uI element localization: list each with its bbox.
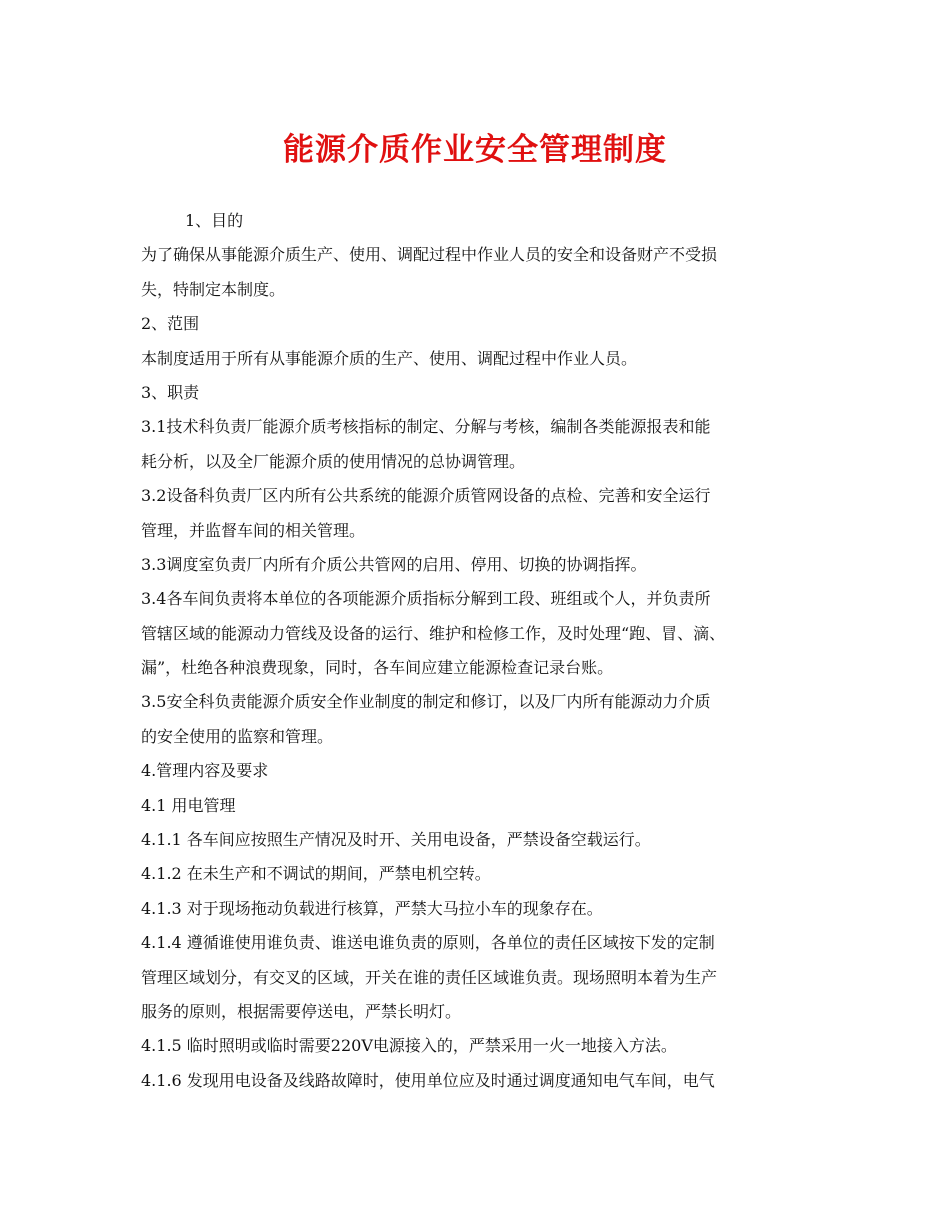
section-heading-responsibilities: 3、职责: [141, 382, 200, 402]
paragraph-line: 耗分析，以及全厂能源介质的使用情况的总协调管理。: [141, 451, 526, 471]
paragraph-line: 3.4各车间负责将本单位的各项能源介质指标分解到工段、班组或个人，并负责所: [141, 589, 711, 609]
paragraph-line: 4.1.5 临时照明或临时需要220V电源接入的，严禁采用一火一地接入方法。: [141, 1036, 677, 1056]
paragraph-line: 管理区域划分，有交叉的区域，开关在谁的责任区域谁负责。现场照明本着为生产: [141, 967, 718, 987]
subsection-heading-electricity: 4.1 用电管理: [141, 795, 236, 815]
paragraph-line: 漏”，杜绝各种浪费现象，同时，各车间应建立能源检查记录台账。: [141, 658, 614, 678]
document-title: 能源介质作业安全管理制度: [283, 132, 667, 168]
paragraph-line: 服务的原则，根据需要停送电，严禁长明灯。: [141, 1001, 462, 1021]
paragraph-line: 3.5安全科负责能源介质安全作业制度的制定和修订，以及厂内所有能源动力介质: [141, 692, 711, 712]
paragraph-line: 管理，并监督车间的相关管理。: [141, 520, 366, 540]
paragraph-line: 的安全使用的监察和管理。: [141, 726, 334, 746]
section-heading-purpose: 1、目的: [185, 211, 244, 230]
section-heading-management: 4.管理内容及要求: [141, 761, 269, 781]
section-heading-scope: 2、范围: [141, 314, 200, 334]
paragraph-line: 4.1.2 在未生产和不调试的期间，严禁电机空转。: [141, 864, 491, 884]
paragraph-line: 3.1技术科负责厂能源介质考核指标的制定、分解与考核，编制各类能源报表和能: [141, 417, 711, 437]
paragraph-line: 3.2设备科负责厂区内所有公共系统的能源介质管网设备的点检、完善和安全运行: [141, 486, 711, 506]
paragraph-line: 4.1.3 对于现场拖动负载进行核算，严禁大马拉小车的现象存在。: [141, 898, 603, 918]
paragraph-line: 4.1.6 发现用电设备及线路故障时，使用单位应及时通过调度通知电气车间，电气: [141, 1070, 715, 1090]
paragraph-line: 管辖区域的能源动力管线及设备的运行、维护和检修工作，及时处理“跑、冒、滴、: [141, 623, 726, 643]
document-body: [141, 204, 821, 1098]
paragraph-line: 失，特制定本制度。: [141, 279, 286, 299]
paragraph-line: 4.1.1 各车间应按照生产情况及时开、关用电设备，严禁设备空载运行。: [141, 830, 651, 850]
paragraph-line: 3.3调度室负责厂内所有介质公共管网的启用、停用、切换的协调指挥。: [141, 554, 647, 574]
paragraph-line: 为了确保从事能源介质生产、使用、调配过程中作业人员的安全和设备财产不受损: [141, 245, 718, 265]
paragraph-line: 4.1.4 遵循谁使用谁负责、谁送电谁负责的原则，各单位的责任区域按下发的定制: [141, 933, 715, 953]
paragraph-line: 本制度适用于所有从事能源介质的生产、使用、调配过程中作业人员。: [141, 348, 638, 368]
